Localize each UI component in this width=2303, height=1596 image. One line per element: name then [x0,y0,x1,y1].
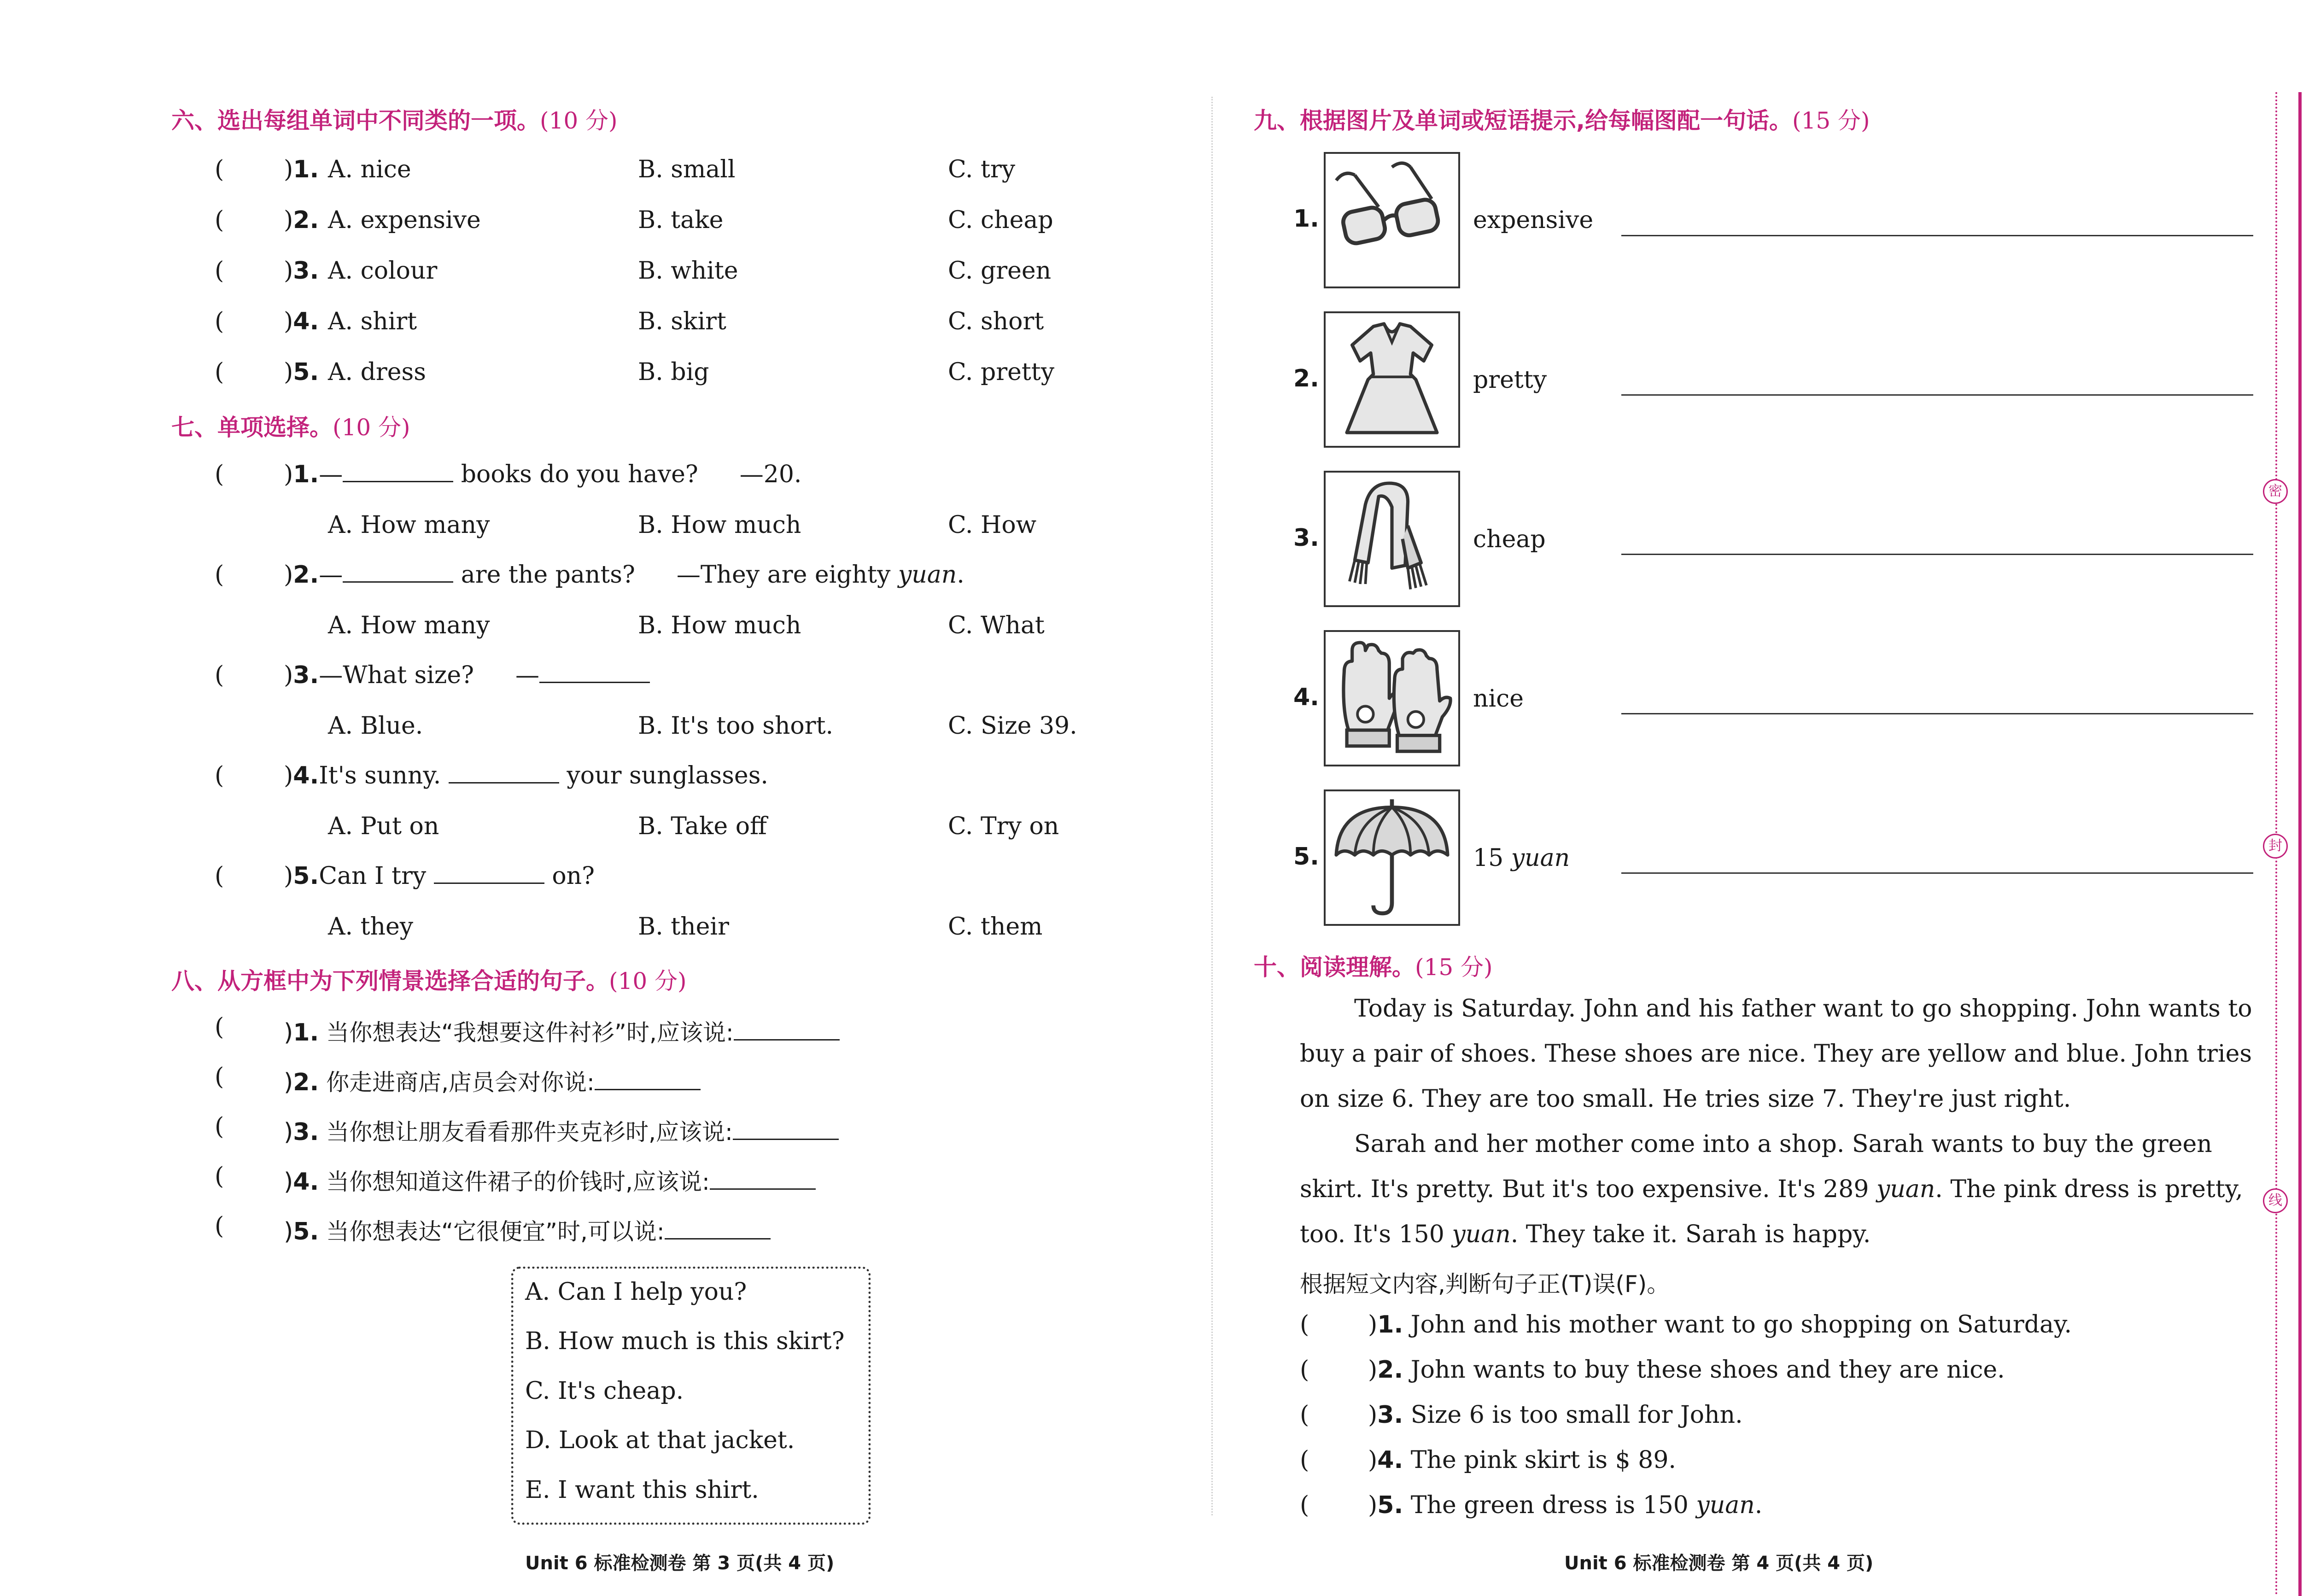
question-stem: )5.Can I try on? [284,862,595,890]
glasses-icon [1324,152,1460,288]
passage-line: buy a pair of shoes. These shoes are nice. They are yellow and blue. John tries [1300,1040,2252,1068]
hint-unit: yuan [1511,844,1570,872]
section7-points: (10 分) [333,414,410,441]
stem-answer: — [515,661,539,689]
scenario-text: 当你想表达“我想要这件衬衫”时,应该说: [326,1019,734,1046]
scenario-text: 当你想让朋友看看那件夹克衫时,应该说: [326,1119,733,1146]
option-a: A. How many [328,511,490,539]
tf-text: Size 6 is too small for John. [1410,1401,1743,1429]
answer-paren[interactable]: ( [215,461,224,488]
seal-mi: 密 [2263,479,2288,504]
section9-points: (15 分) [1792,107,1870,134]
option-c: C. try [948,156,1016,183]
hint-word [1473,844,1570,872]
fill-blank[interactable] [539,682,650,683]
question-num: 3. [1377,1401,1403,1429]
passage-text: skirt. It's pretty. But it's too expensive. It's 289 [1300,1175,1876,1203]
question-num: 5. [293,862,319,890]
answer-line[interactable] [1621,235,2253,236]
question-num: 4. [1293,684,1319,711]
scarf-icon [1324,471,1460,607]
question-num: 3. [293,661,319,689]
page-divider [1211,97,1213,1515]
fill-blank[interactable] [710,1188,816,1190]
scenario-item: )5. 当你想表达“它很便宜”时,可以说: [284,1213,771,1246]
answer-paren[interactable]: ( [215,561,224,589]
scenario-item: )3. 当你想让朋友看看那件夹克衫时,应该说: [284,1114,839,1147]
tf-text: John wants to buy these shoes and they are nice. [1410,1356,2005,1384]
option-c: C. Try on [948,813,1059,840]
gloves-icon [1324,630,1460,766]
stem-text: books do you have? [453,461,698,488]
page-footer-right: Unit 6 标准检测卷 第 4 页(共 4 页) [1564,1553,1874,1574]
answer-paren[interactable]: ( [215,762,224,789]
question-number: )2. [284,206,319,234]
option-b: B. How much [638,511,801,539]
question-num: 2. [1377,1356,1403,1384]
option-b: B. take [638,206,724,234]
passage-line [1300,1175,2243,1203]
passage-line: Sarah and her mother come into a shop. Sarah wants to buy the green [1354,1130,2212,1158]
stem-answer: —They are eighty [676,561,898,589]
option-c: C. them [948,913,1043,941]
option-b: B. skirt [638,308,726,335]
stem-answer-end: . [957,561,964,589]
option-b: B. Take off [638,813,767,840]
stem-text: Can I try [319,862,427,890]
question-num: 2. [293,561,319,589]
passage-text: too. It's 150 [1300,1221,1452,1248]
answer-paren[interactable]: ( [215,1063,224,1091]
answer-paren[interactable]: ( [215,308,224,335]
option-sentence: E. I want this shirt. [525,1476,759,1504]
answer-line[interactable] [1621,713,2253,714]
answer-paren[interactable]: ( [215,1212,224,1240]
section8-points: (10 分) [609,968,687,994]
hint-word: pretty [1473,366,1547,394]
umbrella-icon [1324,789,1460,926]
option-a: A. colour [328,257,438,285]
passage-text: . They take it. Sarah is happy. [1510,1221,1871,1248]
scenario-text: 当你想表达“它很便宜”时,可以说: [326,1218,665,1245]
seal-feng: 封 [2263,834,2288,859]
question-num: 4. [1377,1446,1403,1474]
answer-line[interactable] [1621,872,2253,874]
question-num: 5. [1293,843,1319,871]
question-number: )1. [284,156,319,183]
scenario-text: 当你想知道这件裙子的价钱时,应该说: [326,1169,710,1195]
option-b: B. small [638,156,736,183]
stem-text: on? [552,862,595,890]
section7-title [171,409,410,442]
question-num: 5. [1377,1491,1403,1519]
fill-blank[interactable] [734,1039,840,1041]
question-num: 3. [1293,524,1319,552]
hint-number: 15 [1473,844,1511,872]
question-stem: )3.—What size? — [284,661,650,689]
answer-paren[interactable]: ( [1300,1311,1309,1339]
answer-paren[interactable]: ( [1300,1401,1309,1429]
answer-paren[interactable]: ( [215,1013,224,1041]
tf-text: . [1754,1491,1763,1519]
option-c: C. pretty [948,358,1055,386]
question-num: 5. [293,1218,319,1245]
question-num: 1. [293,156,319,183]
question-num: 2. [1293,365,1319,392]
tf-item: )2. John wants to buy these shoes and they are nice. [1368,1356,2005,1384]
option-a: A. Blue. [328,712,423,740]
option-b: B. It's too short. [638,712,834,740]
option-a: A. nice [328,156,411,183]
option-b: B. their [638,913,729,941]
tf-text: The green dress is 150 [1410,1491,1696,1519]
section8-title-text: 八、从方框中为下列情景选择合适的句子。 [171,968,609,994]
question-num: 4. [293,1168,319,1196]
option-b: B. big [638,358,709,386]
question-num: 4. [293,762,319,789]
question-number: )5. [284,358,319,386]
option-sentence: C. It's cheap. [525,1377,684,1405]
tf-item: )5. The green dress is 150 yuan. [1368,1491,1763,1519]
fill-blank[interactable] [449,782,559,783]
answer-paren[interactable]: ( [215,661,224,689]
passage-text: . The pink dress is pretty, [1935,1175,2243,1203]
tf-item: )1. John and his mother want to go shopping on Saturday. [1368,1311,2072,1339]
passage-text-em: yuan [1876,1175,1935,1203]
hint-word: cheap [1473,526,1546,553]
question-num: 4. [293,308,319,335]
answer-line[interactable] [1621,394,2253,396]
question-num: 1. [293,1019,319,1046]
tf-instruction: 根据短文内容,判断句子正(T)误(F)。 [1300,1271,1670,1298]
answer-paren[interactable]: ( [215,1113,224,1140]
question-num: 3. [293,1118,319,1146]
hint-word: expensive [1473,206,1594,234]
stem-text: your sunglasses. [567,762,768,789]
passage-line [1300,1221,1870,1248]
stem-answer-em: yuan [898,561,957,589]
fill-blank[interactable] [595,1089,701,1090]
answer-paren[interactable]: ( [215,206,224,234]
fill-blank[interactable] [343,481,453,482]
fill-blank[interactable] [343,581,453,583]
scenario-item: )2. 你走进商店,店员会对你说: [284,1064,701,1097]
question-number: )4. [284,308,319,335]
tf-text: The pink skirt is $ 89. [1410,1446,1676,1474]
question-num: 1. [1377,1311,1403,1339]
option-c: C. Size 39. [948,712,1077,740]
question-stem: )4.It's sunny. your sunglasses. [284,762,768,789]
option-a: A. Put on [328,813,439,840]
section6-title [171,102,618,135]
section9-title-text: 九、根据图片及单词或短语提示,给每幅图配一句话。 [1254,107,1792,134]
answer-line[interactable] [1621,554,2253,555]
question-num: 2. [293,206,319,234]
answer-paren[interactable]: ( [215,1163,224,1190]
tf-item: )4. The pink skirt is $ 89. [1368,1446,1676,1474]
option-c: C. short [948,308,1044,335]
question-number: )3. [284,257,319,285]
option-b: B. white [638,257,738,285]
margin-bar [2298,92,2302,1596]
section10-points: (15 分) [1415,954,1493,981]
dress-icon [1324,311,1460,448]
option-sentence: B. How much is this skirt? [525,1327,845,1355]
passage-text-em: yuan [1452,1221,1511,1248]
tf-text-em: yuan [1696,1491,1755,1519]
scenario-text: 你走进商店,店员会对你说: [326,1069,595,1096]
question-num: 5. [293,358,319,386]
fill-blank[interactable] [434,883,544,884]
seal-xian: 线 [2263,1188,2288,1213]
option-a: A. expensive [328,206,481,234]
section6-points: (10 分) [540,107,618,134]
question-num: 1. [293,461,319,488]
scenario-item: )4. 当你想知道这件裙子的价钱时,应该说: [284,1163,816,1197]
option-sentence: A. Can I help you? [525,1278,747,1306]
option-a: A. they [328,913,414,941]
tf-text: John and his mother want to go shopping on Saturday. [1410,1311,2072,1339]
answer-paren[interactable]: ( [215,257,224,285]
option-a: A. dress [328,358,426,386]
scenario-item: )1. 当你想表达“我想要这件衬衫”时,应该说: [284,1014,840,1047]
answer-paren[interactable]: ( [1300,1356,1309,1384]
option-c: C. cheap [948,206,1053,234]
section8-title [171,963,687,996]
section10-title [1254,949,1493,982]
question-num: 1. [1293,205,1319,233]
section10-title-text: 十、阅读理解。 [1254,954,1415,981]
tf-item: )3. Size 6 is too small for John. [1368,1401,1743,1429]
stem-text: —What size? [319,661,474,689]
hint-word: nice [1473,685,1524,713]
answer-paren[interactable]: ( [1300,1491,1309,1519]
fill-blank[interactable] [665,1238,771,1239]
stem-text: are the pants? [453,561,635,589]
section9-title [1254,102,1870,135]
section7-title-text: 七、单项选择。 [171,414,333,441]
answer-paren[interactable]: ( [215,862,224,890]
answer-paren[interactable]: ( [1300,1446,1309,1474]
answer-paren[interactable]: ( [215,156,224,183]
option-a: A. shirt [328,308,417,335]
option-a: A. How many [328,612,490,639]
option-c: C. green [948,257,1052,285]
stem-text: — [319,561,343,589]
option-c: C. What [948,612,1045,639]
question-num: 3. [293,257,319,285]
passage-line: on size 6. They are too small. He tries size 7. They're just right. [1300,1085,2071,1113]
page-footer-left: Unit 6 标准检测卷 第 3 页(共 4 页) [525,1553,835,1574]
question-num: 2. [293,1069,319,1096]
passage-line: Today is Saturday. John and his father want to go shopping. John wants to [1354,995,2252,1023]
option-c: C. How [948,511,1037,539]
stem-text: — [319,461,343,488]
stem-answer: —20. [739,461,802,488]
answer-paren[interactable]: ( [215,358,224,386]
option-sentence: D. Look at that jacket. [525,1426,795,1454]
question-stem: )1.— books do you have? —20. [284,461,802,488]
question-stem: )2.— are the pants? —They are eighty yuan. [284,561,964,589]
section6-title-text: 六、选出每组单词中不同类的一项。 [171,107,540,134]
fill-blank[interactable] [733,1139,839,1140]
option-b: B. How much [638,612,801,639]
stem-text: It's sunny. [319,762,441,789]
